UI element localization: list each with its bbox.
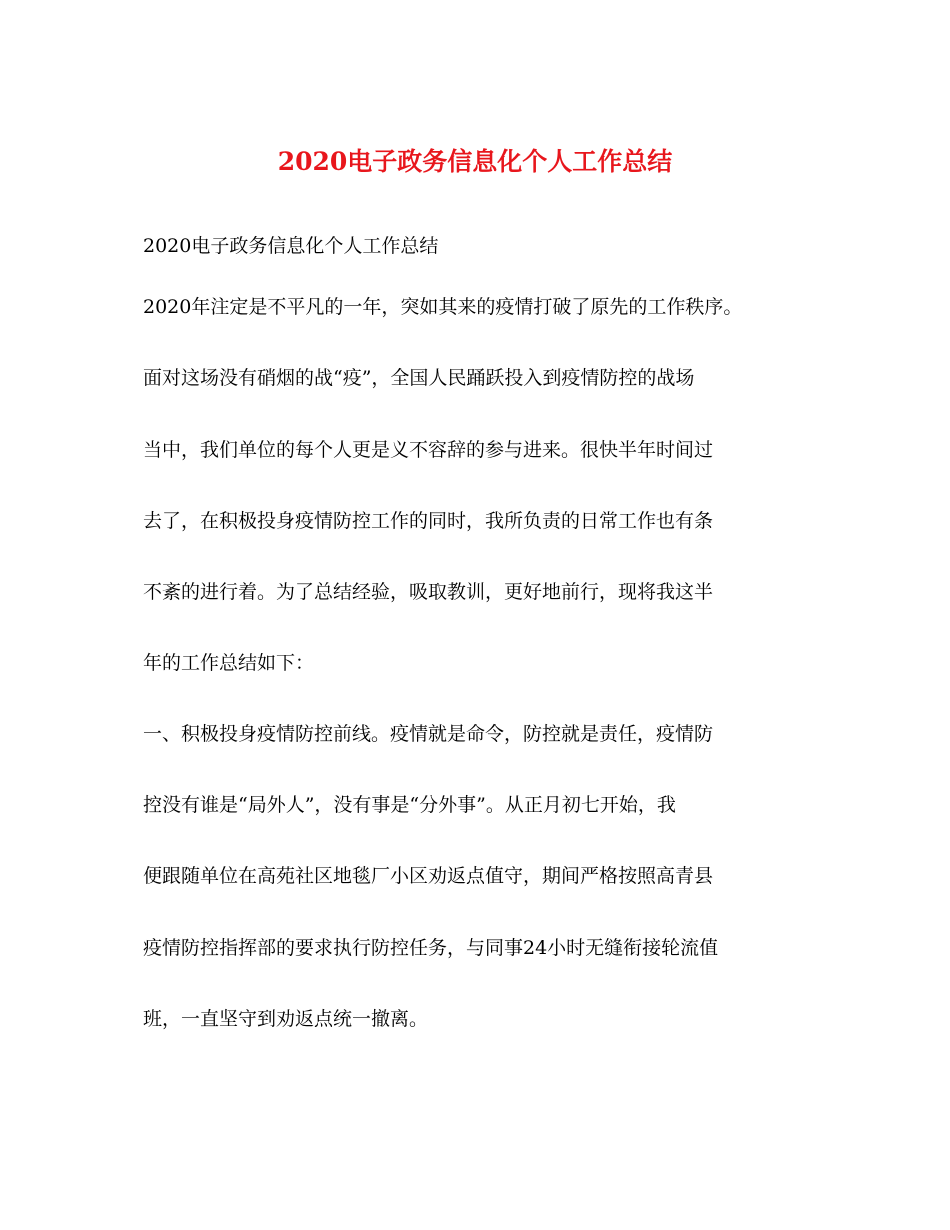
text-line: 不紊的进行着。为了总结经验，吸取教训，更好地前行，现将我这半 bbox=[143, 581, 714, 603]
text-line: 2020电子政务信息化个人工作总结 bbox=[143, 235, 439, 257]
text-line: 去了，在积极投身疫情防控工作的同时，我所负责的日常工作也有条 bbox=[143, 510, 714, 532]
text-line: 疫情防控指挥部的要求执行防控任务，与同事24小时无缝衔接轮流值 bbox=[143, 937, 719, 959]
text-line: 2020年注定是不平凡的一年，突如其来的疫情打破了原先的工作秩序。 bbox=[143, 296, 743, 318]
text-line: 控没有谁是“局外人”，没有事是“分外事”。从正月初七开始，我 bbox=[143, 794, 676, 816]
text-line: 面对这场没有硝烟的战“疫”，全国人民踊跃投入到疫情防控的战场 bbox=[143, 367, 695, 389]
text-line: 一、积极投身疫情防控前线。疫情就是命令，防控就是责任，疫情防 bbox=[143, 723, 714, 745]
document-title: 2020电子政务信息化个人工作总结 bbox=[277, 147, 673, 176]
text-line: 班，一直坚守到劝返点统一撤离。 bbox=[143, 1008, 429, 1030]
text-line: 便跟随单位在高苑社区地毯厂小区劝返点值守，期间严格按照高青县 bbox=[143, 865, 714, 887]
text-line: 年的工作总结如下： bbox=[143, 652, 315, 674]
text-line: 当中，我们单位的每个人更是义不容辞的参与进来。很快半年时间过 bbox=[143, 439, 714, 461]
